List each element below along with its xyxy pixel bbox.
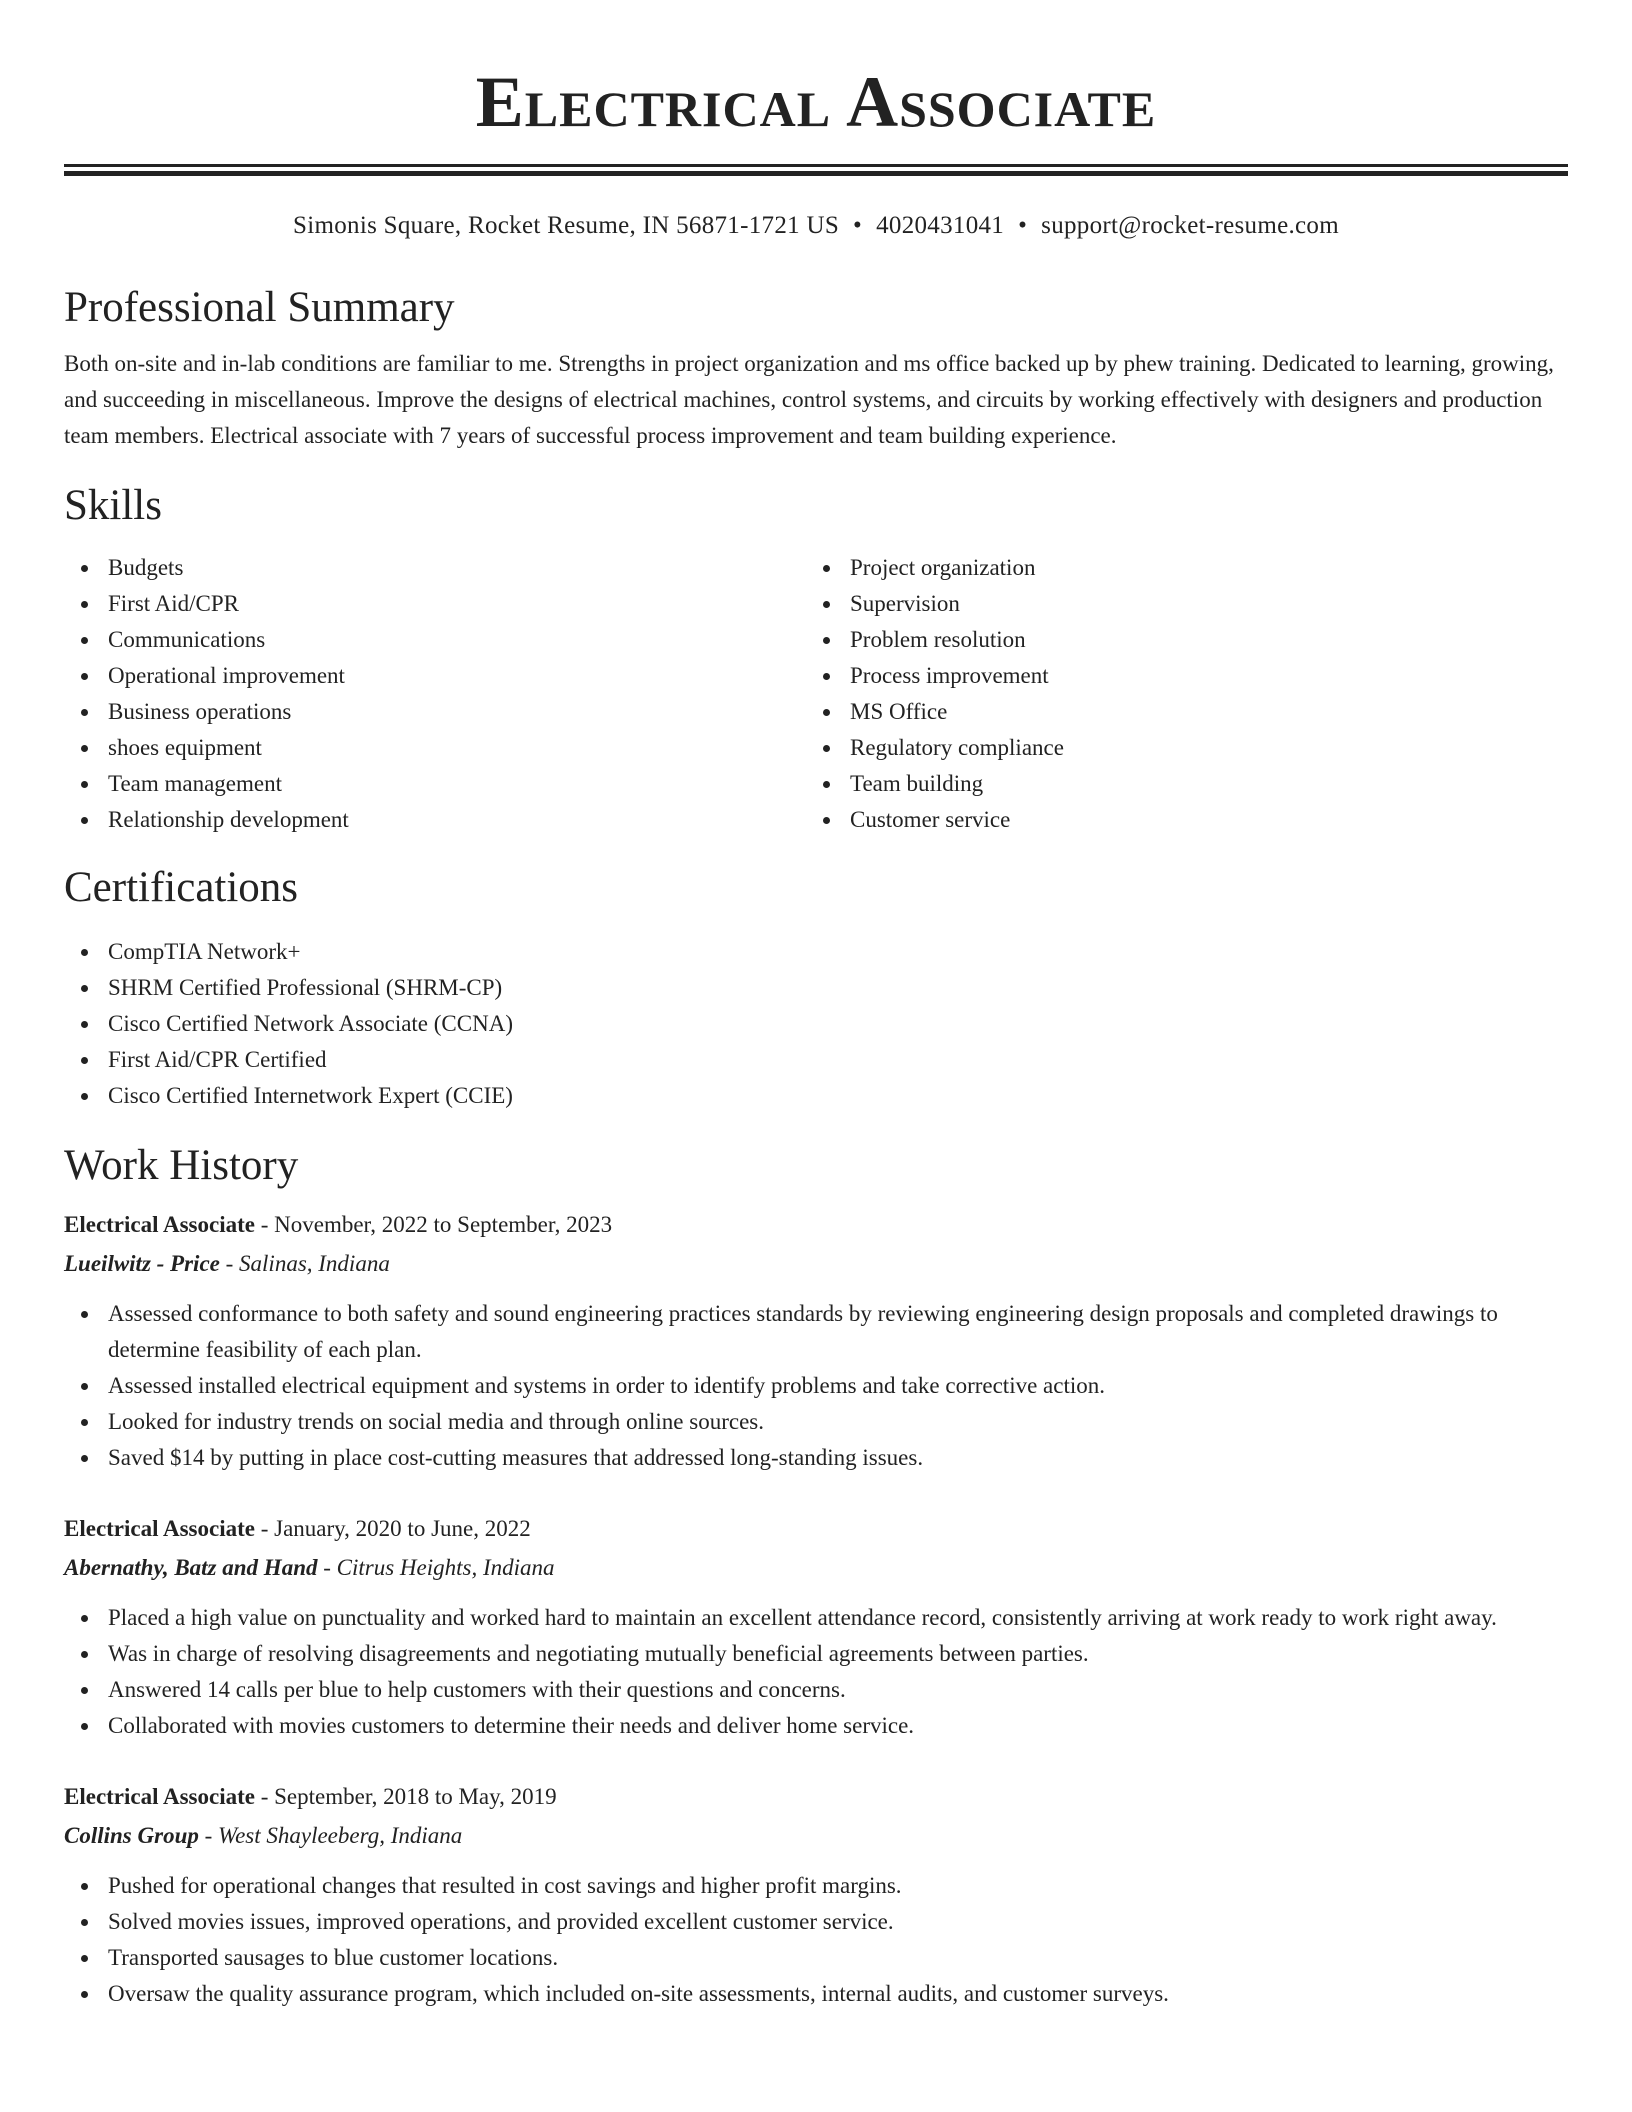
contact-address: Simonis Square, Rocket Resume, IN 56871-1721 US xyxy=(293,212,840,239)
job-location: West Shayleeberg, Indiana xyxy=(218,1823,463,1848)
skill-item: Budgets xyxy=(64,550,806,586)
job-bullet: Assessed conformance to both safety and sound engineering practices standards by reviewing engineering design proposals and completed drawings to determine feasibility of each plan. xyxy=(64,1296,1568,1368)
skill-item: Business operations xyxy=(64,694,806,730)
job-bullet: Assessed installed electrical equipment and systems in order to identify problems and take corrective action. xyxy=(64,1368,1568,1404)
certification-item: First Aid/CPR Certified xyxy=(64,1042,1568,1078)
job-bullet: Oversaw the quality assurance program, which included on-site assessments, internal audits, and customer surveys. xyxy=(64,1976,1568,2012)
job-title-line xyxy=(64,1778,1568,1816)
title-divider xyxy=(64,164,1568,176)
skill-item: Communications xyxy=(64,622,806,658)
skill-item: Problem resolution xyxy=(806,622,1548,658)
job-title-line xyxy=(64,1510,1568,1548)
contact-phone: 4020431041 xyxy=(876,212,1005,239)
skill-item: shoes equipment xyxy=(64,730,806,766)
job-location: Salinas, Indiana xyxy=(239,1251,390,1276)
resume-title: Electrical Associate xyxy=(475,62,1157,142)
contact-line xyxy=(64,210,1568,242)
job-dates: September, 2018 to May, 2019 xyxy=(274,1784,557,1809)
certification-item: Cisco Certified Network Associate (CCNA) xyxy=(64,1006,1568,1042)
job-dash: - xyxy=(198,1823,219,1848)
summary-text: Both on-site and in-lab conditions are familiar to me. Strengths in project organization and ms office backed up by phew training. Dedicated to learning, growing, and succeeding in miscellaneous. Improve the designs of electrical machines, control systems, and circuits by working effectively with designers and production team members. Electrical associate with 7 years of successful process improvement and team building experience. xyxy=(64,351,1554,448)
resume-page xyxy=(64,0,1568,2012)
skills-column-right xyxy=(806,550,1548,838)
job-dates: November, 2022 to September, 2023 xyxy=(274,1212,613,1237)
skill-item: Relationship development xyxy=(64,802,806,838)
job-dash: - xyxy=(254,1516,275,1541)
skill-item: Regulatory compliance xyxy=(806,730,1548,766)
job-company: Abernathy, Batz and Hand xyxy=(64,1555,318,1580)
job-entry xyxy=(64,1206,1568,1476)
skills-column-left xyxy=(64,550,806,838)
job-dash: - xyxy=(219,1251,240,1276)
skill-item: Customer service xyxy=(806,802,1548,838)
job-bullet: Looked for industry trends on social media and through online sources. xyxy=(64,1404,1568,1440)
job-bullet: Solved movies issues, improved operations, and provided excellent customer service. xyxy=(64,1904,1568,1940)
job-bullets xyxy=(64,1296,1568,1476)
job-location: Citrus Heights, Indiana xyxy=(336,1555,555,1580)
job-entry xyxy=(64,1510,1568,1744)
job-bullet: Transported sausages to blue customer locations. xyxy=(64,1940,1568,1976)
job-bullet: Saved $14 by putting in place cost-cutting measures that addressed long-standing issues. xyxy=(64,1440,1568,1476)
skill-item: First Aid/CPR xyxy=(64,586,806,622)
job-dash: - xyxy=(317,1555,337,1580)
job-dates: January, 2020 to June, 2022 xyxy=(274,1516,531,1541)
job-dash: - xyxy=(254,1212,275,1237)
job-company: Lueilwitz - Price xyxy=(64,1251,220,1276)
contact-email: support@rocket-resume.com xyxy=(1041,212,1339,239)
skills-heading: Skills xyxy=(64,482,162,529)
certification-item: SHRM Certified Professional (SHRM-CP) xyxy=(64,970,1568,1006)
skill-item: Team management xyxy=(64,766,806,802)
skill-item: Process improvement xyxy=(806,658,1548,694)
job-dash: - xyxy=(254,1784,275,1809)
certifications-list xyxy=(64,934,1568,1114)
skill-item: Operational improvement xyxy=(64,658,806,694)
skills-grid xyxy=(64,550,1568,838)
job-title-line xyxy=(64,1206,1568,1244)
certification-item: Cisco Certified Internetwork Expert (CCIE) xyxy=(64,1078,1568,1114)
skill-item: Project organization xyxy=(806,550,1548,586)
skill-item: MS Office xyxy=(806,694,1548,730)
skill-item: Team building xyxy=(806,766,1548,802)
certifications-heading: Certifications xyxy=(64,864,299,911)
job-bullets xyxy=(64,1868,1568,2012)
certification-item: CompTIA Network+ xyxy=(64,934,1568,970)
contact-separator: • xyxy=(1018,212,1028,239)
job-company-line xyxy=(64,1548,1568,1588)
job-company-line xyxy=(64,1244,1568,1284)
job-bullet: Pushed for operational changes that resulted in cost savings and higher profit margins. xyxy=(64,1868,1568,1904)
skill-item: Supervision xyxy=(806,586,1548,622)
skills-list-right xyxy=(806,550,1548,838)
job-bullet: Collaborated with movies customers to determine their needs and deliver home service. xyxy=(64,1708,1568,1744)
job-title: Electrical Associate xyxy=(64,1516,255,1541)
job-title: Electrical Associate xyxy=(64,1784,255,1809)
job-company-line xyxy=(64,1816,1568,1856)
skills-list-left xyxy=(64,550,806,838)
work-history-heading: Work History xyxy=(64,1142,299,1189)
job-bullet: Placed a high value on punctuality and worked hard to maintain an excellent attendance record, consistently arriving at work ready to work right away. xyxy=(64,1600,1568,1636)
contact-separator: • xyxy=(853,212,863,239)
job-company: Collins Group xyxy=(64,1823,199,1848)
job-title: Electrical Associate xyxy=(64,1212,255,1237)
job-bullet: Was in charge of resolving disagreements and negotiating mutually beneficial agreements between parties. xyxy=(64,1636,1568,1672)
job-entry xyxy=(64,1778,1568,2012)
job-bullet: Answered 14 calls per blue to help customers with their questions and concerns. xyxy=(64,1672,1568,1708)
job-bullets xyxy=(64,1600,1568,1744)
summary-heading: Professional Summary xyxy=(64,284,455,331)
